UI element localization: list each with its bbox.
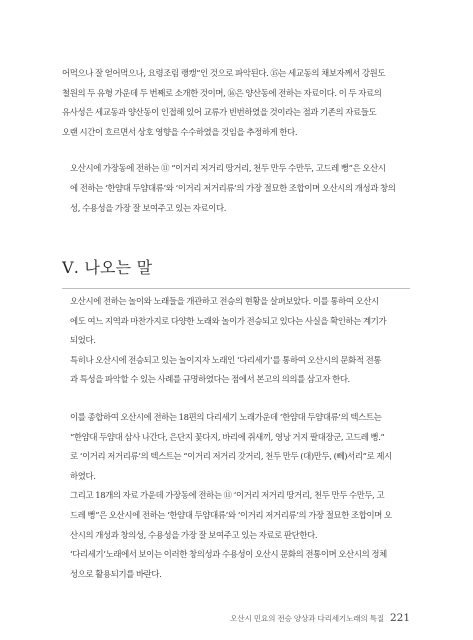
text-line: 산시의 개성과 창의성, 수용성을 가장 잘 보여주고 있는 자료로 판단한다. <box>70 529 318 540</box>
text-line: 특히나 오산시에 전승되고 있는 놀이지자 노래인 ‘다리세기’를 통하여 오산시의 문화적 전통 <box>70 354 382 365</box>
text-line: 오산시에 전하는 놀이와 노래들을 개관하고 전승의 현황을 살펴보았다. 이를 통하여 오산시 <box>70 296 379 306</box>
text-line: 오산시에 가장동에 전하는 ⑪ “이거리 저거리 땅거리, 천두 만두 수만두, 고드레 뻥”은 오산시 <box>70 163 386 174</box>
text-line: 에 전하는 ‘한얌대 두얌대류’와 ‘이거리 저거리류’의 가장 절묘한 조합이며 오산시의 개성과 창의 <box>70 182 396 193</box>
paragraph <box>62 64 410 142</box>
paragraph <box>62 159 410 218</box>
text-line: 철원의 두 유형 가운데 두 번째로 소개한 것이며, ⑯은 양산동에 전하는 자료이다. 이 두 자료의 <box>62 87 382 98</box>
text-line: 되었다. <box>70 335 96 346</box>
text-line: 과 특성을 파악할 수 있는 사례를 규명하였다는 점에서 본고의 의의를 삼고자 한다. <box>70 374 350 385</box>
page-number: 221 <box>389 612 410 624</box>
page-footer <box>230 612 410 624</box>
paragraph <box>62 351 410 390</box>
body-section-2 <box>62 292 410 584</box>
paragraph <box>62 292 410 351</box>
text-line: 그리고 18개의 자료 가운데 가장동에 전하는 ⑪ ‘이거리 저거리 땅거리, 천두 만두 수만두, 고 <box>70 490 385 501</box>
text-line: 성, 수용성을 가장 잘 보여주고 있는 자료이다. <box>70 202 227 213</box>
heading-divider <box>62 288 410 289</box>
body-section-1 <box>62 64 410 218</box>
text-line: 이를 종합하여 오산시에 전하는 18편의 다리세기 노래가운데 ‘한얌대 두얌대류’의 텍스트는 <box>70 411 382 422</box>
text-line: 성으로 활용되기를 바란다. <box>70 568 162 579</box>
text-line: 어먹으나 잘 얻어먹으나, 요령조림 랭캥”인 것으로 파악된다. ⑮는 세교동의 채보자께서 강원도 <box>62 68 386 78</box>
text-line: 에도 여느 지역과 마찬가지로 다양한 노래와 놀이가 전승되고 있다는 사실을 확인하는 계기가 <box>70 315 387 326</box>
paragraph <box>62 408 410 486</box>
text-line: 오랜 시간이 흐르면서 상호 영향을 수수하였을 것임을 추정하게 한다. <box>62 126 298 137</box>
text-line: 로 ‘이거리 저거리류’의 텍스트는 “이거리 저거리 갓거리, 천두 만두 (대)만두, (뻬)서리”로 제시 <box>70 451 392 462</box>
text-line: “한얌대 두얌대 삼사 나간다, 은단지 꽃다지, 바리에 쥐새끼, 영낭 거지 팔대장군, 고드레 뻥.” <box>70 431 385 442</box>
text-line: 드레 뻥”은 오산시에 전하는 ‘한얌대 두얌대류’와 ‘이거리 저거리류’의 가장 절묘한 조합이며 오 <box>70 509 392 520</box>
running-title: 오산시 민요의 전승 양상과 다리세기노래의 특질 <box>230 614 384 623</box>
text-line: ‘다리세기’노래에서 보이는 이러한 창의성과 수용성이 오산시 문화의 전통이며 오산시의 정체 <box>70 549 387 560</box>
text-line: 하였다. <box>70 470 96 481</box>
section-heading: Ⅴ. 나오는 말 <box>62 258 153 277</box>
text-line: 유사성은 세교동과 양산동이 인접해 있어 교류가 빈번하였을 것이라는 점과 기존의 자료들도 <box>62 107 377 118</box>
paragraph <box>62 545 410 584</box>
paragraph <box>62 486 410 545</box>
